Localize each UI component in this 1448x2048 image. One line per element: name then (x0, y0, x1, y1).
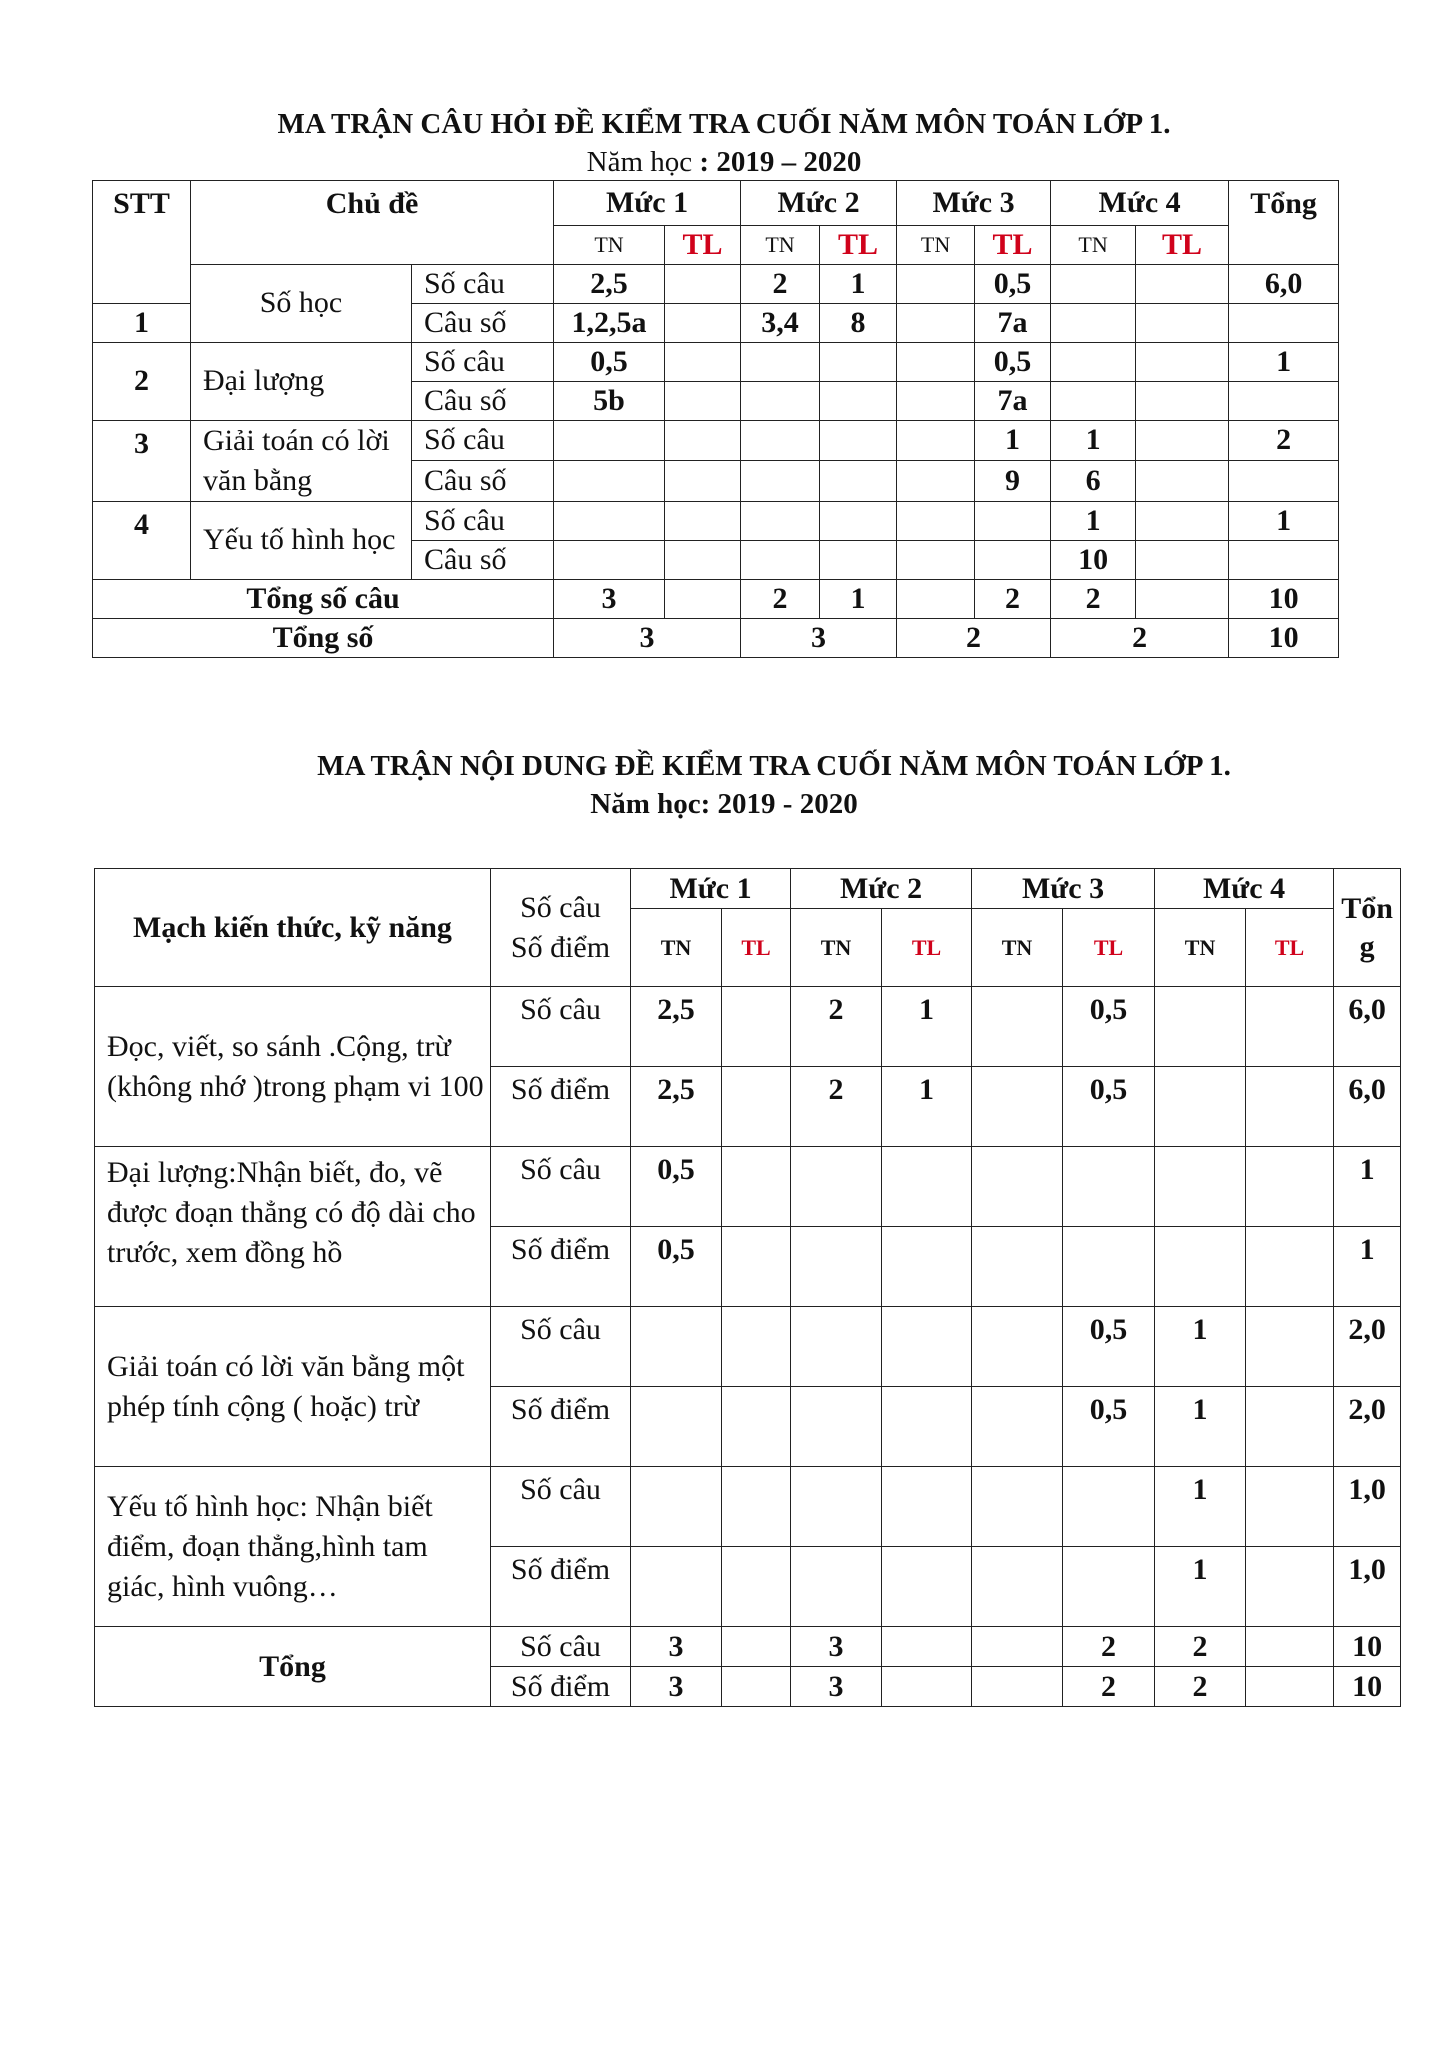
level4-header: Mức 4 (1155, 869, 1334, 909)
cell (972, 1147, 1063, 1227)
table2-title-text: MA TRẬN NỘI DUNG ĐỀ KIỂM TRA CUỐI NĂM MÔN TOÁN LỚP 1. (317, 750, 1231, 782)
cell: 1,0 (1334, 1547, 1401, 1627)
cell: 10 (1229, 618, 1339, 657)
cell (972, 1307, 1063, 1387)
cell (897, 264, 975, 303)
question-matrix-table (92, 180, 1339, 658)
cell: 1 (882, 987, 972, 1067)
cell (665, 342, 741, 381)
cell (741, 381, 820, 420)
cell (741, 420, 820, 461)
table2-year-text: Năm học: 2019 - 2020 (590, 788, 858, 820)
cell: 7a (975, 381, 1051, 420)
row-label: Câu số (412, 540, 554, 579)
topic-2-stt: 2 (93, 342, 191, 420)
topic-1-name: Số học (191, 264, 412, 342)
cell (791, 1307, 882, 1387)
cell (722, 1227, 791, 1307)
level4-header: Mức 4 (1051, 181, 1229, 226)
l1-tn-header: TN (554, 225, 665, 264)
row-label: Số điểm (491, 1387, 631, 1467)
cell (1246, 1547, 1334, 1627)
l4-tn-header: TN (1051, 225, 1136, 264)
cell (1063, 1147, 1155, 1227)
cell (882, 1627, 972, 1667)
l3-tl-header: TL (1063, 909, 1155, 987)
skill-3-name: Giải toán có lời văn bằng một phép tính cộng ( hoặc) trừ (95, 1307, 491, 1467)
cell (975, 501, 1051, 540)
l1-tn-header: TN (631, 909, 722, 987)
cell: 2 (975, 579, 1051, 618)
row-label: Câu số (412, 303, 554, 342)
cell (1051, 264, 1136, 303)
cell: 9 (975, 461, 1051, 502)
cell: 1 (1155, 1467, 1246, 1547)
table-row (95, 1467, 1401, 1547)
count-header-text: Số câu (520, 890, 601, 924)
cell (820, 342, 897, 381)
total-count-label: Tổng số câu (93, 579, 554, 618)
cell: 2 (741, 264, 820, 303)
cell: 2,0 (1334, 1387, 1401, 1467)
cell (791, 1547, 882, 1627)
cell (791, 1387, 882, 1467)
cell: 0,5 (1063, 1387, 1155, 1467)
cell: 8 (820, 303, 897, 342)
cell: 3 (554, 579, 665, 618)
score-header-text: Số điểm (510, 930, 611, 964)
cell: 1 (1155, 1307, 1246, 1387)
cell (820, 420, 897, 461)
row-label: Số câu (491, 1467, 631, 1547)
cell (1246, 1147, 1334, 1227)
cell (722, 1667, 791, 1707)
cell (554, 501, 665, 540)
topic-4-stt: 4 (93, 501, 191, 579)
row-label: Số điểm (491, 1667, 631, 1707)
row-label: Số câu (412, 501, 554, 540)
cell (791, 1147, 882, 1227)
l2-tl-header: TL (882, 909, 972, 987)
l3-tl-header: TL (975, 225, 1051, 264)
cell: 0,5 (975, 342, 1051, 381)
cell: 2 (1063, 1627, 1155, 1667)
cell (1229, 381, 1339, 420)
table-row (93, 342, 1339, 381)
cell: 10 (1051, 540, 1136, 579)
cell: 1,0 (1334, 1467, 1401, 1547)
stt-header: STT (93, 181, 191, 304)
level2-header: Mức 2 (741, 181, 897, 226)
table1-title (0, 106, 1448, 142)
cell (1136, 420, 1229, 461)
cell: 3 (791, 1627, 882, 1667)
cell: 3 (631, 1627, 722, 1667)
total-label: Tổng số (93, 618, 554, 657)
table1-header-row-2 (93, 225, 1339, 264)
table2-year (0, 786, 1448, 822)
row-label: Câu số (412, 381, 554, 420)
cell (1229, 461, 1339, 502)
count-score-header (491, 869, 631, 987)
cell (631, 1307, 722, 1387)
l4-tl-header: TL (1246, 909, 1334, 987)
row-label: Số điểm (491, 1067, 631, 1147)
cell (741, 501, 820, 540)
l1-tl-header: TL (665, 225, 741, 264)
cell (722, 1307, 791, 1387)
cell: 10 (1334, 1667, 1401, 1707)
row-label: Số câu (491, 987, 631, 1067)
table1-header-row-1 (93, 181, 1339, 226)
cell (972, 987, 1063, 1067)
cell: 1 (975, 420, 1051, 461)
l4-tl-header: TL (1136, 225, 1229, 264)
cell: 1 (1229, 501, 1339, 540)
cell (722, 1387, 791, 1467)
cell (820, 501, 897, 540)
l1-tl-header: TL (722, 909, 791, 987)
cell (897, 342, 975, 381)
cell: 0,5 (1063, 1067, 1155, 1147)
cell (820, 461, 897, 502)
cell: 6,0 (1229, 264, 1339, 303)
cell (882, 1227, 972, 1307)
cell (1136, 579, 1229, 618)
topic-header: Chủ đề (191, 181, 554, 226)
cell (1246, 1067, 1334, 1147)
cell (1063, 1547, 1155, 1627)
cell (1063, 1227, 1155, 1307)
level1-header: Mức 1 (631, 869, 791, 909)
cell: 0,5 (975, 264, 1051, 303)
cell: 0,5 (1063, 987, 1155, 1067)
cell: 2 (1155, 1667, 1246, 1707)
cell (722, 1627, 791, 1667)
table1-title-text: MA TRẬN CÂU HỎI ĐỀ KIỂM TRA CUỐI NĂM MÔN TOÁN LỚP 1. (277, 108, 1171, 140)
row-label: Câu số (412, 461, 554, 502)
cell (820, 381, 897, 420)
cell (882, 1147, 972, 1227)
table-row (93, 501, 1339, 540)
cell: 1 (882, 1067, 972, 1147)
topic-1-stt: 1 (93, 303, 191, 342)
cell (1246, 1227, 1334, 1307)
cell (665, 501, 741, 540)
cell (1246, 1667, 1334, 1707)
cell (1136, 381, 1229, 420)
cell: 1 (820, 579, 897, 618)
total-row (93, 618, 1339, 657)
row-label: Số câu (491, 1147, 631, 1227)
l4-tn-header: TN (1155, 909, 1246, 987)
cell (722, 1147, 791, 1227)
cell (1155, 1067, 1246, 1147)
cell (972, 1067, 1063, 1147)
cell (897, 461, 975, 502)
cell (897, 303, 975, 342)
cell: 1 (1051, 420, 1136, 461)
table-row (93, 264, 1339, 303)
total-header: Tổng (1229, 181, 1339, 265)
cell (897, 579, 975, 618)
row-label: Số điểm (491, 1547, 631, 1627)
cell (741, 461, 820, 502)
cell (1136, 342, 1229, 381)
table-row (93, 420, 1339, 461)
table1-year-label: Năm học (586, 146, 700, 178)
table2-header-row-1 (95, 869, 1401, 909)
cell (741, 540, 820, 579)
cell (972, 1387, 1063, 1467)
cell (1063, 1467, 1155, 1547)
skill-2-name: Đại lượng:Nhận biết, đo, vẽ được đoạn thẳng có độ dài cho trước, xem đồng hồ (95, 1147, 491, 1307)
cell (972, 1227, 1063, 1307)
l3-tn-header: TN (972, 909, 1063, 987)
table-row (95, 1307, 1401, 1387)
cell (554, 420, 665, 461)
cell (882, 1667, 972, 1707)
topic-4-name: Yếu tố hình học (191, 501, 412, 579)
cell: 6,0 (1334, 987, 1401, 1067)
table2-title (50, 748, 1448, 784)
cell (972, 1467, 1063, 1547)
cell: 0,5 (554, 342, 665, 381)
cell (1246, 1627, 1334, 1667)
topic-header-space (191, 225, 554, 264)
cell (791, 1467, 882, 1547)
cell (972, 1547, 1063, 1627)
cell: 2 (741, 579, 820, 618)
cell (722, 1547, 791, 1627)
cell (882, 1547, 972, 1627)
cell (1136, 264, 1229, 303)
cell (631, 1547, 722, 1627)
cell (665, 420, 741, 461)
cell (554, 540, 665, 579)
content-matrix-table (94, 868, 1401, 1707)
cell (972, 1627, 1063, 1667)
table1-year-value: : 2019 – 2020 (699, 146, 862, 178)
cell: 3 (741, 618, 897, 657)
cell: 2 (1229, 420, 1339, 461)
cell (665, 579, 741, 618)
cell (897, 501, 975, 540)
cell (1051, 342, 1136, 381)
level2-header: Mức 2 (791, 869, 972, 909)
cell (975, 540, 1051, 579)
table1-year (0, 144, 1448, 180)
l2-tn-header: TN (741, 225, 820, 264)
l2-tl-header: TL (820, 225, 897, 264)
cell (1136, 540, 1229, 579)
total-label: Tổng (95, 1627, 491, 1707)
cell: 2 (1063, 1667, 1155, 1707)
row-label: Số câu (491, 1627, 631, 1667)
cell: 2,5 (554, 264, 665, 303)
cell (882, 1307, 972, 1387)
cell: 2 (1051, 579, 1136, 618)
cell (897, 381, 975, 420)
level3-header: Mức 3 (972, 869, 1155, 909)
l3-tn-header: TN (897, 225, 975, 264)
cell: 3 (554, 618, 741, 657)
skill-4-name: Yếu tố hình học: Nhận biết điểm, đoạn thẳng,hình tam giác, hình vuông… (95, 1467, 491, 1627)
cell (722, 1067, 791, 1147)
cell: 3 (791, 1667, 882, 1707)
cell: 1 (1229, 342, 1339, 381)
row-label: Số câu (491, 1307, 631, 1387)
cell (791, 1227, 882, 1307)
topic-3-name: Giải toán có lời văn bằng (191, 420, 412, 501)
row-label: Số điểm (491, 1227, 631, 1307)
cell (554, 461, 665, 502)
cell (1246, 1387, 1334, 1467)
cell (1136, 303, 1229, 342)
cell: 1 (1155, 1387, 1246, 1467)
cell: 2,0 (1334, 1307, 1401, 1387)
cell (741, 342, 820, 381)
cell: 2 (791, 987, 882, 1067)
cell: 2 (1051, 618, 1229, 657)
cell (1136, 461, 1229, 502)
cell: 10 (1334, 1627, 1401, 1667)
total-header: Tổng (1334, 869, 1401, 987)
cell (1051, 303, 1136, 342)
cell: 6,0 (1334, 1067, 1401, 1147)
cell: 1 (1334, 1147, 1401, 1227)
cell: 2 (1155, 1627, 1246, 1667)
l2-tn-header: TN (791, 909, 882, 987)
cell (722, 1467, 791, 1547)
cell (722, 987, 791, 1067)
cell (820, 540, 897, 579)
cell: 0,5 (1063, 1307, 1155, 1387)
total-count-row (93, 579, 1339, 618)
cell: 2,5 (631, 987, 722, 1067)
skill-1-name: Đọc, viết, so sánh .Cộng, trừ (không nhớ )trong phạm vi 100 (95, 987, 491, 1147)
cell: 1 (820, 264, 897, 303)
row-label: Số câu (412, 264, 554, 303)
cell: 2 (897, 618, 1051, 657)
cell: 2,5 (631, 1067, 722, 1147)
cell (1246, 987, 1334, 1067)
row-label: Số câu (412, 342, 554, 381)
topic-2-name: Đại lượng (191, 342, 412, 420)
cell (1155, 1227, 1246, 1307)
cell (631, 1467, 722, 1547)
total-count-row (95, 1627, 1401, 1667)
cell (897, 420, 975, 461)
cell: 1 (1334, 1227, 1401, 1307)
cell (1246, 1467, 1334, 1547)
cell (665, 540, 741, 579)
cell (897, 540, 975, 579)
cell (972, 1667, 1063, 1707)
cell: 2 (791, 1067, 882, 1147)
cell (1136, 501, 1229, 540)
cell: 3 (631, 1667, 722, 1707)
cell: 0,5 (631, 1147, 722, 1227)
cell (1229, 303, 1339, 342)
skills-header: Mạch kiến thức, kỹ năng (95, 869, 491, 987)
cell (665, 264, 741, 303)
level3-header: Mức 3 (897, 181, 1051, 226)
row-label: Số câu (412, 420, 554, 461)
cell: 1 (1051, 501, 1136, 540)
cell (1246, 1307, 1334, 1387)
cell: 10 (1229, 579, 1339, 618)
cell: 6 (1051, 461, 1136, 502)
cell: 7a (975, 303, 1051, 342)
cell (665, 303, 741, 342)
cell: 5b (554, 381, 665, 420)
table-row (95, 987, 1401, 1067)
cell (1155, 987, 1246, 1067)
cell: 1 (1155, 1547, 1246, 1627)
cell (1155, 1147, 1246, 1227)
cell (1051, 381, 1136, 420)
cell (665, 381, 741, 420)
cell (1229, 540, 1339, 579)
cell (631, 1387, 722, 1467)
cell: 0,5 (631, 1227, 722, 1307)
level1-header: Mức 1 (554, 181, 741, 226)
topic-3-stt: 3 (93, 420, 191, 501)
cell (882, 1387, 972, 1467)
cell (882, 1467, 972, 1547)
table-row (95, 1147, 1401, 1227)
cell: 3,4 (741, 303, 820, 342)
cell (665, 461, 741, 502)
cell: 1,2,5a (554, 303, 665, 342)
